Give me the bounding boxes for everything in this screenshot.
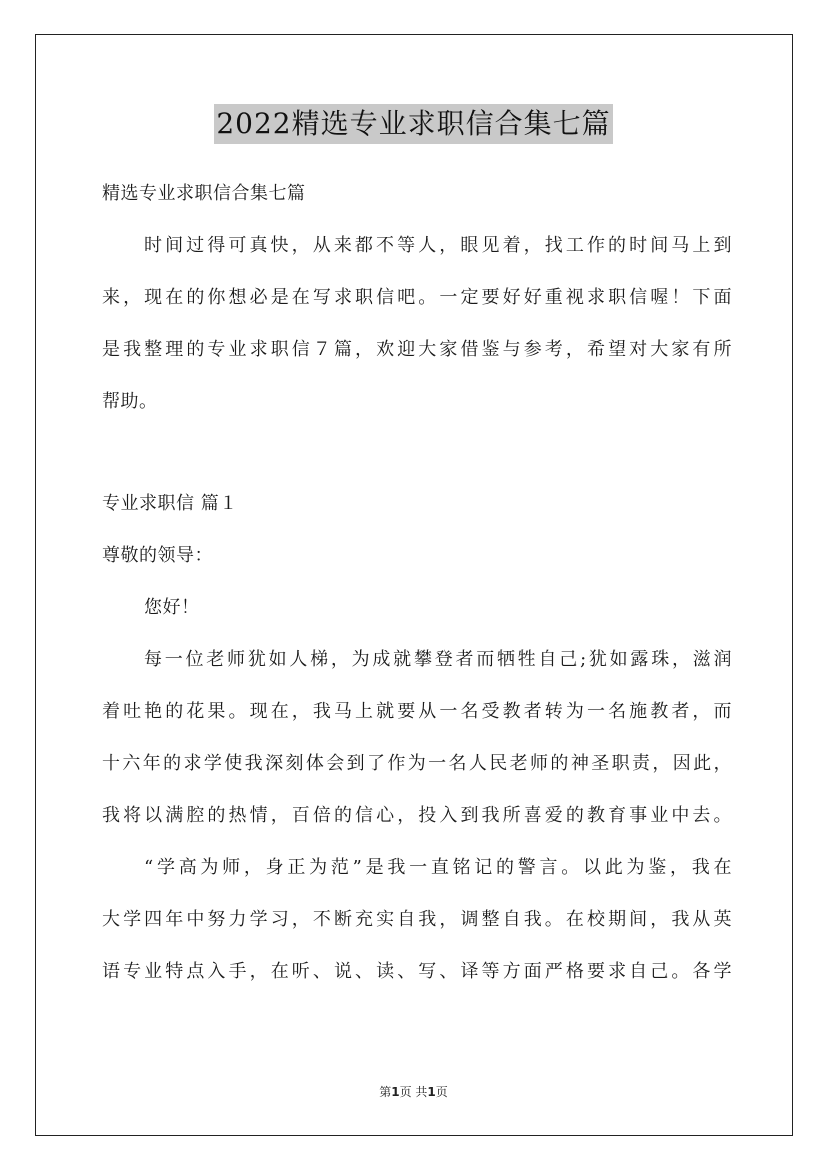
intro-line: 是我整理的专业求职信７篇，欢迎大家借鉴与参考，希望对大家有所 (102, 339, 732, 360)
intro-line: 帮助。 (102, 391, 158, 412)
document-title: 2022精选专业求职信合集七篇 (214, 104, 612, 144)
footer-page-current: 1 (391, 1085, 400, 1099)
section-gap (102, 436, 732, 486)
greeting: 您好！ (144, 597, 200, 618)
footer-page-prefix: 第 (379, 1085, 392, 1099)
subtitle: 精选专业求职信合集七篇 (102, 183, 306, 204)
paragraph-line: “学高为师，身正为范”是我一直铭记的警言。以此为鉴，我在 (144, 857, 732, 878)
paragraph-line: 着吐艳的花果。现在，我马上就要从一名受教者转为一名施教者，而 (102, 701, 732, 722)
document-body (102, 176, 732, 1006)
page-footer (0, 1083, 827, 1100)
paragraph-line: 语专业特点入手，在听、说、读、写、译等方面严格要求自己。各学 (102, 961, 732, 982)
footer-page-mid: 页 共 (399, 1085, 428, 1099)
intro-line: 来，现在的你想必是在写求职信吧。一定要好好重视求职信喔！下面 (102, 287, 732, 308)
footer-page-total: 1 (427, 1085, 436, 1099)
paragraph-line: 十六年的求学使我深刻体会到了作为一名人民老师的神圣职责，因此， (102, 753, 732, 774)
intro-line: 时间过得可真快，从来都不等人，眼见着，找工作的时间马上到 (144, 235, 732, 256)
paragraph-line: 我将以满腔的热情，百倍的信心，投入到我所喜爱的教育事业中去。 (102, 805, 732, 826)
footer-page-suffix: 页 (435, 1085, 448, 1099)
paragraph-line: 每一位老师犹如人梯，为成就攀登者而牺牲自己;犹如露珠，滋润 (144, 649, 732, 670)
title-area (0, 104, 827, 144)
section-heading: 专业求职信 篇１ (102, 493, 238, 514)
paragraph-line: 大学四年中努力学习，不断充实自我，调整自我。在校期间，我从英 (102, 909, 732, 930)
salutation: 尊敬的领导： (102, 545, 213, 566)
